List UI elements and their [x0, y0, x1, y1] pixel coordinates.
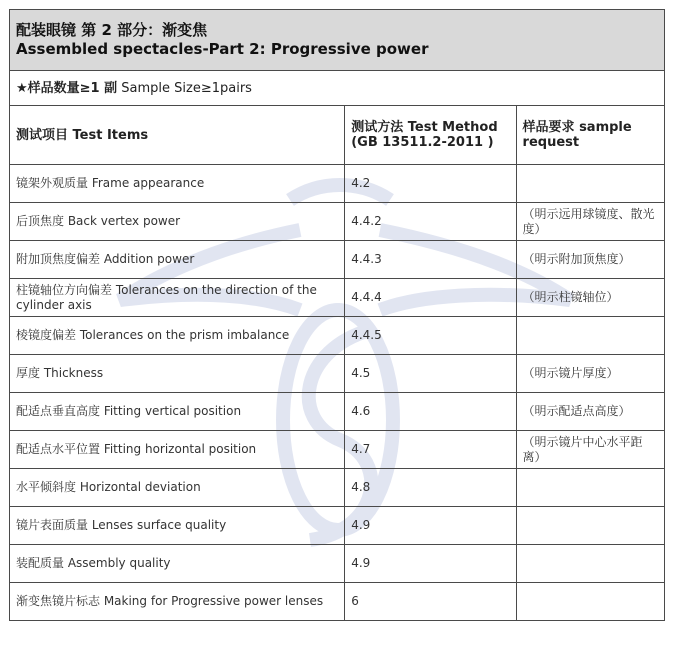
row-method: 4.4.2: [345, 203, 516, 241]
header-test-items: 测试项目 Test Items: [10, 106, 345, 165]
row-method: 4.4.4: [345, 279, 516, 317]
table-row: [10, 355, 665, 393]
row-item: 附加顶焦度偏差 Addition power: [10, 241, 345, 279]
table-row: [10, 469, 665, 507]
header-test-method-line2: (GB 13511.2-2011 ): [351, 135, 494, 150]
row-request: （明示远用球镜度、散光度）: [516, 203, 664, 241]
row-method: 4.6: [345, 393, 516, 431]
sample-size-cn: ★样品数量≥1 副: [16, 80, 118, 96]
row-request: （明示镜片中心水平距离）: [516, 431, 664, 469]
header-row: [10, 106, 665, 165]
row-request: [516, 469, 664, 507]
row-item: 装配质量 Assembly quality: [10, 545, 345, 583]
row-request: （明示柱镜轴位）: [516, 279, 664, 317]
row-item: 后顶焦度 Back vertex power: [10, 203, 345, 241]
row-method: 4.2: [345, 165, 516, 203]
title-cn: 配装眼镜 第 2 部分：渐变焦: [16, 21, 208, 39]
table-row: [10, 431, 665, 469]
row-request: [516, 317, 664, 355]
row-method: 4.4.5: [345, 317, 516, 355]
row-item: 水平倾斜度 Horizontal deviation: [10, 469, 345, 507]
sample-size-en: Sample Size≥1pairs: [121, 80, 252, 96]
row-request: [516, 165, 664, 203]
row-request: [516, 545, 664, 583]
table-row: [10, 203, 665, 241]
row-item: 镜片表面质量 Lenses surface quality: [10, 507, 345, 545]
row-method: 4.4.3: [345, 241, 516, 279]
row-item: 配适点垂直高度 Fitting vertical position: [10, 393, 345, 431]
row-method: 4.8: [345, 469, 516, 507]
table-row: [10, 583, 665, 621]
header-test-method-line1: 测试方法 Test Method: [351, 120, 498, 135]
row-request: （明示配适点高度）: [516, 393, 664, 431]
header-test-method: [345, 106, 516, 165]
table-row: [10, 165, 665, 203]
table-row: [10, 317, 665, 355]
row-item: 柱镜轴位方向偏差 Tolerances on the direction of the cylinder axis: [10, 279, 345, 317]
table-row: [10, 393, 665, 431]
row-method: 4.7: [345, 431, 516, 469]
title-en: Assembled spectacles-Part 2: Progressive power: [16, 40, 429, 58]
row-request: （明示附加顶焦度）: [516, 241, 664, 279]
row-item: 厚度 Thickness: [10, 355, 345, 393]
row-item: 棱镜度偏差 Tolerances on the prism imbalance: [10, 317, 345, 355]
row-method: 4.5: [345, 355, 516, 393]
title-cell: [10, 10, 665, 71]
row-request: [516, 583, 664, 621]
sample-size-row: [10, 71, 665, 106]
row-request: （明示镜片厚度）: [516, 355, 664, 393]
table-row: [10, 241, 665, 279]
sample-size-cell: [10, 71, 665, 106]
row-method: 4.9: [345, 507, 516, 545]
row-method: 4.9: [345, 545, 516, 583]
title-row: [10, 10, 665, 71]
progressive-spectacles-table: [9, 9, 665, 621]
row-method: 6: [345, 583, 516, 621]
row-item: 配适点水平位置 Fitting horizontal position: [10, 431, 345, 469]
table-row: [10, 279, 665, 317]
header-sample-request: 样品要求 sample request: [516, 106, 664, 165]
table-row: [10, 507, 665, 545]
row-request: [516, 507, 664, 545]
table-row: [10, 545, 665, 583]
row-item: 渐变焦镜片标志 Making for Progressive power lenses: [10, 583, 345, 621]
row-item: 镜架外观质量 Frame appearance: [10, 165, 345, 203]
